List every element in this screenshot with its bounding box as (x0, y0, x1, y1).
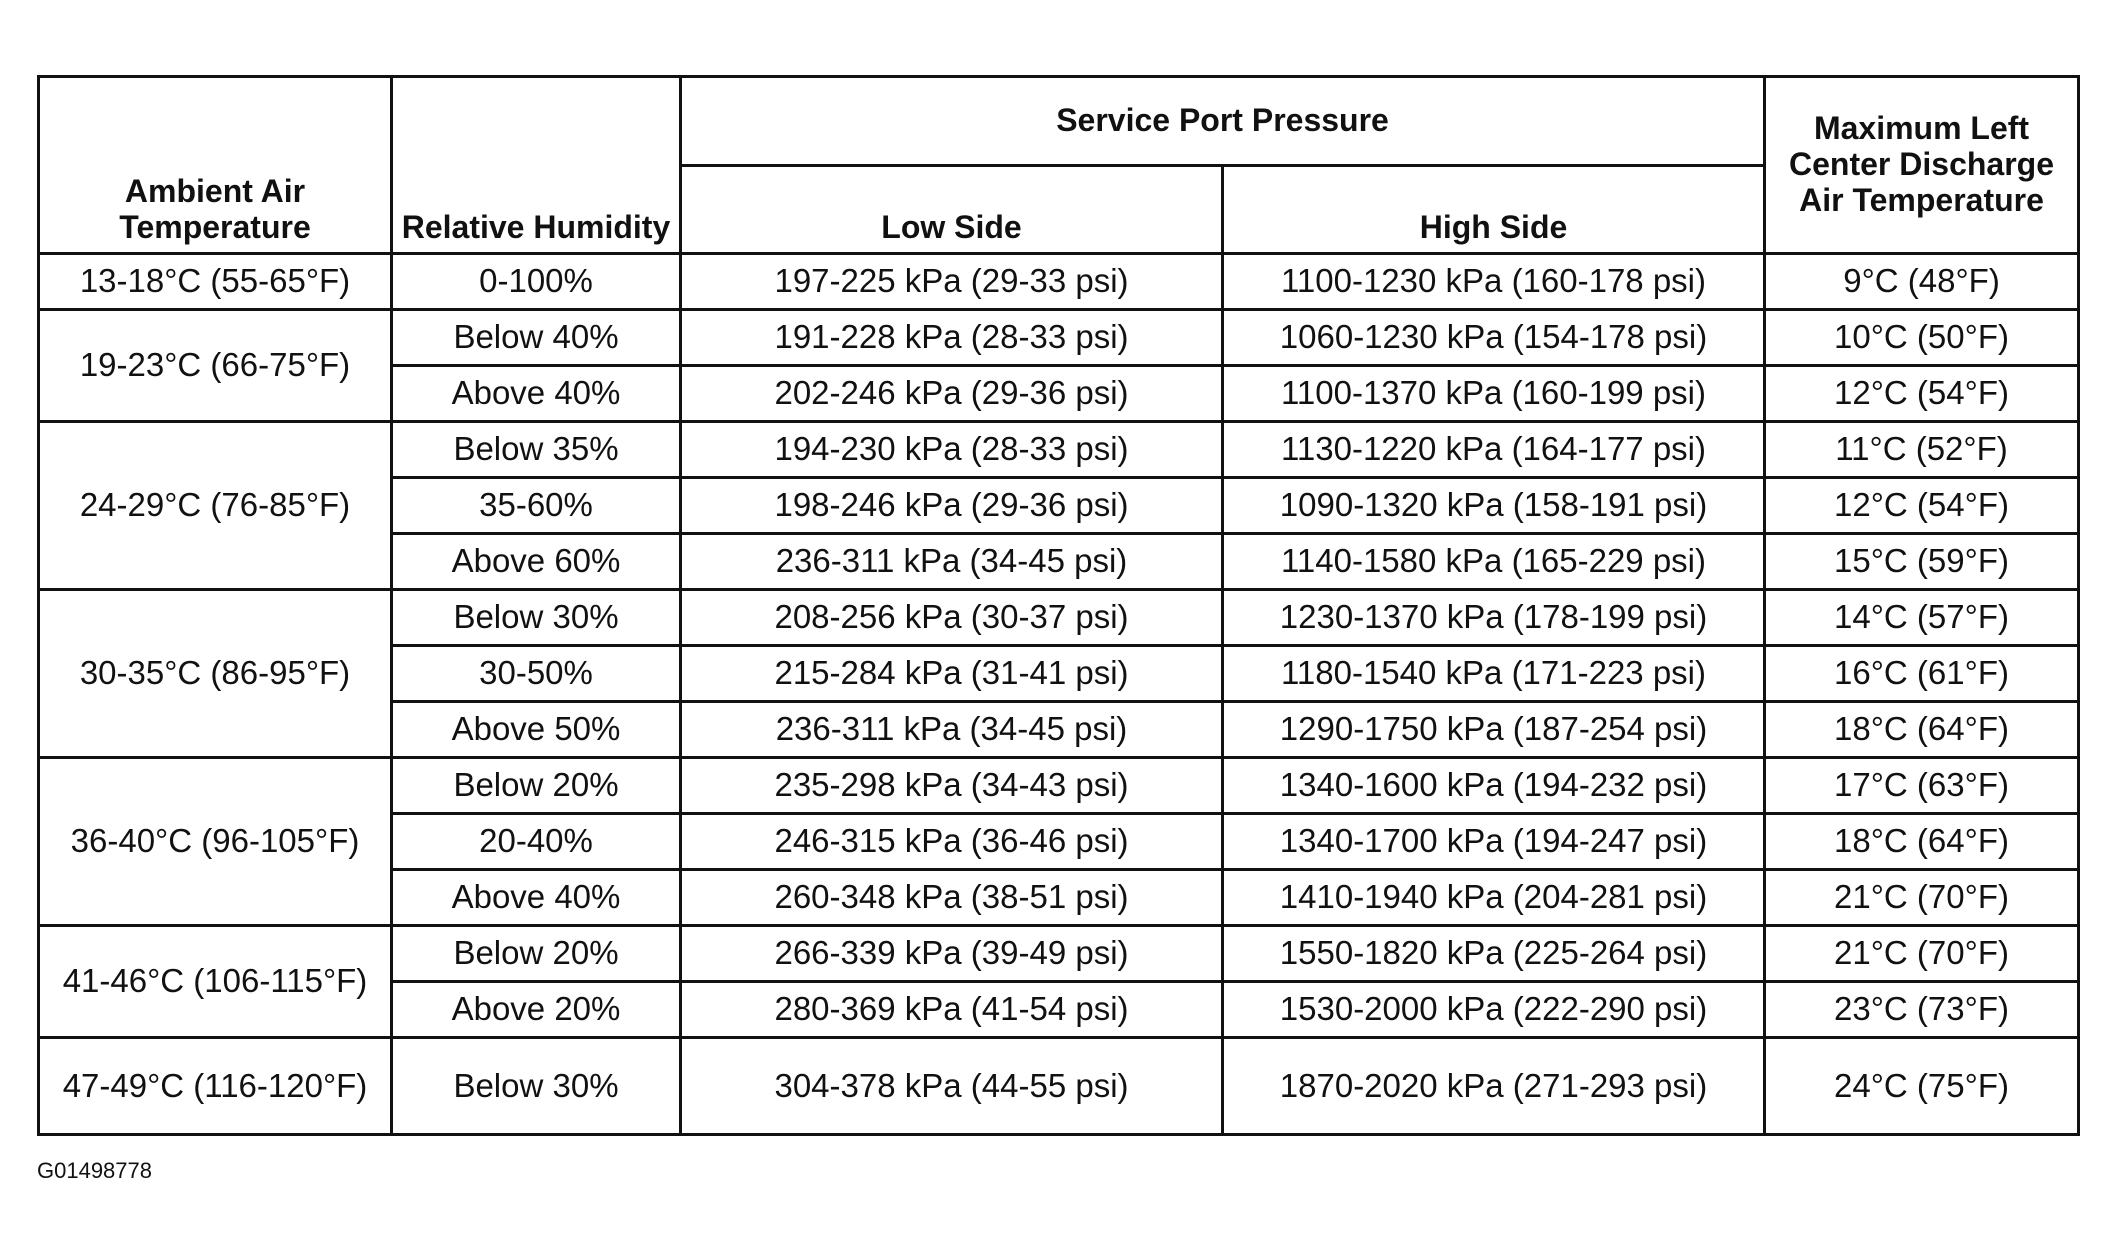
relative-humidity-cell: 30-50% (392, 646, 681, 702)
relative-humidity-cell: Above 50% (392, 702, 681, 758)
ambient-temperature-cell: 30-35°C (86-95°F) (39, 590, 392, 758)
relative-humidity-cell: 0-100% (392, 254, 681, 310)
table-row (39, 590, 2079, 646)
discharge-temperature-cell: 12°C (54°F) (1765, 366, 2079, 422)
relative-humidity-cell: Below 20% (392, 926, 681, 982)
low-side-pressure-cell: 304-378 kPa (44-55 psi) (681, 1038, 1223, 1135)
ambient-temperature-cell: 47-49°C (116-120°F) (39, 1038, 392, 1135)
high-side-pressure-cell: 1870-2020 kPa (271-293 psi) (1223, 1038, 1765, 1135)
high-side-pressure-cell: 1410-1940 kPa (204-281 psi) (1223, 870, 1765, 926)
discharge-temperature-cell: 16°C (61°F) (1765, 646, 2079, 702)
high-side-pressure-cell: 1340-1600 kPa (194-232 psi) (1223, 758, 1765, 814)
low-side-pressure-cell: 266-339 kPa (39-49 psi) (681, 926, 1223, 982)
discharge-temperature-cell: 14°C (57°F) (1765, 590, 2079, 646)
high-side-pressure-cell: 1290-1750 kPa (187-254 psi) (1223, 702, 1765, 758)
discharge-temperature-cell: 11°C (52°F) (1765, 422, 2079, 478)
low-side-pressure-cell: 191-228 kPa (28-33 psi) (681, 310, 1223, 366)
low-side-pressure-cell: 202-246 kPa (29-36 psi) (681, 366, 1223, 422)
high-side-pressure-cell: 1230-1370 kPa (178-199 psi) (1223, 590, 1765, 646)
high-side-pressure-cell: 1140-1580 kPa (165-229 psi) (1223, 534, 1765, 590)
header-high-side: High Side (1223, 166, 1765, 254)
high-side-pressure-cell: 1090-1320 kPa (158-191 psi) (1223, 478, 1765, 534)
discharge-temperature-cell: 21°C (70°F) (1765, 870, 2079, 926)
relative-humidity-cell: Below 30% (392, 1038, 681, 1135)
low-side-pressure-cell: 236-311 kPa (34-45 psi) (681, 534, 1223, 590)
discharge-temperature-cell: 23°C (73°F) (1765, 982, 2079, 1038)
relative-humidity-cell: Below 20% (392, 758, 681, 814)
discharge-temperature-cell: 18°C (64°F) (1765, 814, 2079, 870)
relative-humidity-cell: Above 60% (392, 534, 681, 590)
relative-humidity-cell: Below 40% (392, 310, 681, 366)
header-service-port-pressure: Service Port Pressure (681, 77, 1765, 166)
header-ambient-air-temperature: Ambient Air Temperature (39, 77, 392, 254)
discharge-temperature-cell: 12°C (54°F) (1765, 478, 2079, 534)
low-side-pressure-cell: 260-348 kPa (38-51 psi) (681, 870, 1223, 926)
header-low-side: Low Side (681, 166, 1223, 254)
high-side-pressure-cell: 1060-1230 kPa (154-178 psi) (1223, 310, 1765, 366)
low-side-pressure-cell: 280-369 kPa (41-54 psi) (681, 982, 1223, 1038)
low-side-pressure-cell: 215-284 kPa (31-41 psi) (681, 646, 1223, 702)
ambient-temperature-cell: 13-18°C (55-65°F) (39, 254, 392, 310)
discharge-temperature-cell: 10°C (50°F) (1765, 310, 2079, 366)
discharge-temperature-cell: 15°C (59°F) (1765, 534, 2079, 590)
low-side-pressure-cell: 198-246 kPa (29-36 psi) (681, 478, 1223, 534)
discharge-temperature-cell: 21°C (70°F) (1765, 926, 2079, 982)
table-row (39, 926, 2079, 982)
table-row (39, 254, 2079, 310)
low-side-pressure-cell: 236-311 kPa (34-45 psi) (681, 702, 1223, 758)
relative-humidity-cell: Above 40% (392, 366, 681, 422)
discharge-temperature-cell: 18°C (64°F) (1765, 702, 2079, 758)
ambient-temperature-cell: 36-40°C (96-105°F) (39, 758, 392, 926)
high-side-pressure-cell: 1530-2000 kPa (222-290 psi) (1223, 982, 1765, 1038)
relative-humidity-cell: Below 30% (392, 590, 681, 646)
high-side-pressure-cell: 1340-1700 kPa (194-247 psi) (1223, 814, 1765, 870)
ambient-temperature-cell: 24-29°C (76-85°F) (39, 422, 392, 590)
ambient-temperature-cell: 19-23°C (66-75°F) (39, 310, 392, 422)
header-relative-humidity: Relative Humidity (392, 77, 681, 254)
high-side-pressure-cell: 1130-1220 kPa (164-177 psi) (1223, 422, 1765, 478)
table-row (39, 422, 2079, 478)
table-row (39, 310, 2079, 366)
high-side-pressure-cell: 1180-1540 kPa (171-223 psi) (1223, 646, 1765, 702)
ac-performance-table (37, 75, 2080, 1136)
discharge-temperature-cell: 9°C (48°F) (1765, 254, 2079, 310)
high-side-pressure-cell: 1100-1230 kPa (160-178 psi) (1223, 254, 1765, 310)
relative-humidity-cell: 35-60% (392, 478, 681, 534)
relative-humidity-cell: Above 40% (392, 870, 681, 926)
discharge-temperature-cell: 24°C (75°F) (1765, 1038, 2079, 1135)
table-row (39, 758, 2079, 814)
relative-humidity-cell: 20-40% (392, 814, 681, 870)
low-side-pressure-cell: 246-315 kPa (36-46 psi) (681, 814, 1223, 870)
relative-humidity-cell: Below 35% (392, 422, 681, 478)
ambient-temperature-cell: 41-46°C (106-115°F) (39, 926, 392, 1038)
figure-id: G01498778 (37, 1158, 152, 1183)
discharge-temperature-cell: 17°C (63°F) (1765, 758, 2079, 814)
high-side-pressure-cell: 1100-1370 kPa (160-199 psi) (1223, 366, 1765, 422)
relative-humidity-cell: Above 20% (392, 982, 681, 1038)
low-side-pressure-cell: 197-225 kPa (29-33 psi) (681, 254, 1223, 310)
low-side-pressure-cell: 235-298 kPa (34-43 psi) (681, 758, 1223, 814)
high-side-pressure-cell: 1550-1820 kPa (225-264 psi) (1223, 926, 1765, 982)
low-side-pressure-cell: 194-230 kPa (28-33 psi) (681, 422, 1223, 478)
table-row (39, 1038, 2079, 1135)
table-body (39, 254, 2079, 1135)
low-side-pressure-cell: 208-256 kPa (30-37 psi) (681, 590, 1223, 646)
header-max-discharge-air-temperature: Maximum Left Center Discharge Air Temperature (1765, 77, 2079, 254)
